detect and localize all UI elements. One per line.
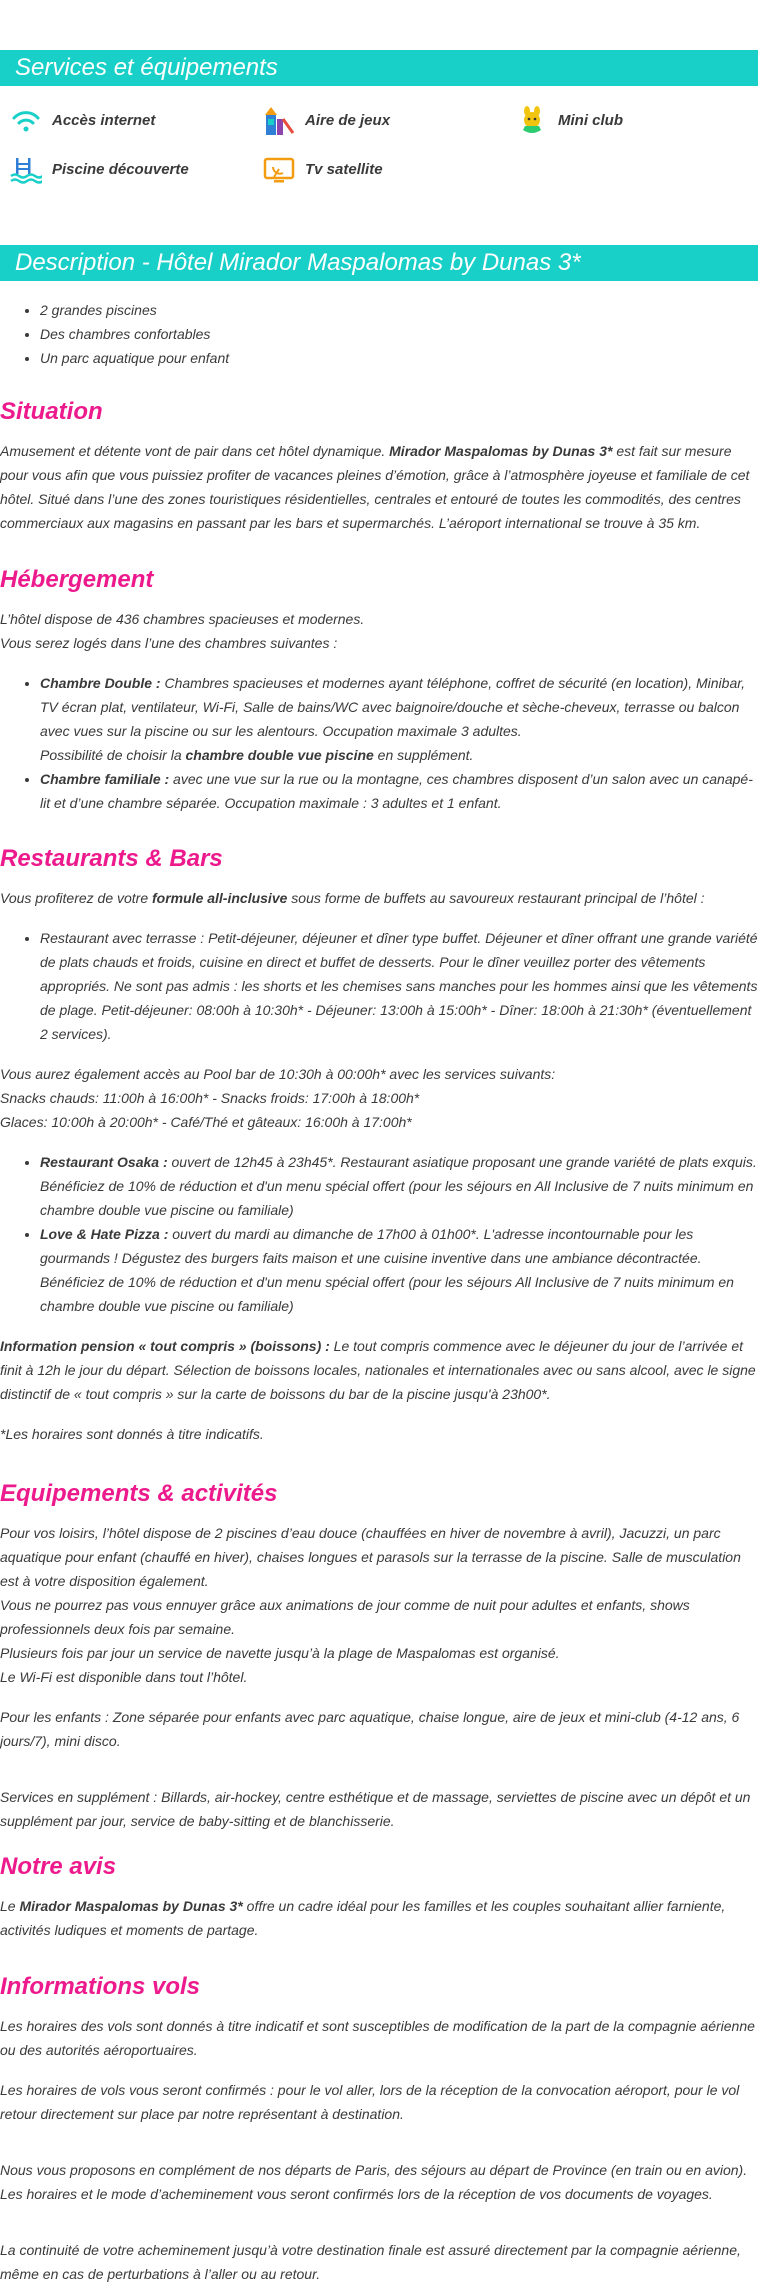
pension-info: Information pension « tout compris » (boissons) : Le tout compris commence avec le déjeuner du jour de l’arrivée et finit à 12h le jour du départ. Sélection de boissons locales, nationales et internationales avec ou sans alcool, avec le signe distinctif de « tout compris » sur la carte de boissons du bar de la piscine jusqu'à 23h00*.	[0, 1338, 756, 1402]
restaurants-section	[0, 845, 758, 1446]
mini-club-icon	[516, 105, 548, 137]
equipements-section	[0, 1480, 758, 1833]
situation-text: Amusement et détente vont de pair dans cet hôtel dynamique. Mirador Maspalomas by Dunas 3* est fait sur mesure pour vous afin que vous puissiez profiter de vacances pleines d’émotion, grâce à l’atmosphère joyeuse et familiale de cet hôtel. Situé dans l’une des zones touristiques résidentielles, centrales et entouré de toutes les commodités, des centres commerciaux aux magasins en passant par les bars et supermarchés. L’aéroport international se trouve à 35 km.	[0, 443, 750, 531]
hours-note: *Les horaires sont donnés à titre indicatifs.	[0, 1426, 264, 1442]
pool-bar-line1: Vous aurez également accès au Pool bar de 10:30h à 00:00h* avec les services suivants:	[0, 1066, 556, 1082]
situation-title: Situation	[0, 398, 103, 425]
services-grid	[0, 96, 758, 194]
vols-section	[0, 1973, 758, 2286]
equipements-line3: Plusieurs fois par jour un service de navette jusqu’à la plage de Maspalomas est organisé.	[0, 1645, 560, 1661]
equipements-line1: Pour vos loisirs, l’hôtel dispose de 2 piscines d’eau douce (chauffées en hiver de novembre à avril), Jacuzzi, un parc aquatique pour enfant (chauffé en hiver), chaises longues et parasols sur la terrasse de la piscine. Salle de musculation est à votre disposition également.	[0, 1525, 741, 1589]
situation-section	[0, 398, 758, 535]
restaurants-intro: Vous profiterez de votre formule all-inclusive sous forme de buffets au savoureux restaurant principal de l’hôtel :	[0, 890, 705, 906]
pool-icon	[10, 154, 42, 186]
avis-title: Notre avis	[0, 1853, 117, 1880]
hebergement-section	[0, 566, 758, 815]
avis-text: Le Mirador Maspalomas by Dunas 3* offre un cadre idéal pour les familles et les couples souhaitant allier farniente, activités ludiques et moments de partage.	[0, 1898, 726, 1938]
service-item-playground	[263, 96, 516, 145]
hebergement-line1: L’hôtel dispose de 436 chambres spacieuses et modernes.	[0, 611, 365, 627]
service-item-pool	[10, 145, 263, 194]
hebergement-line2: Vous serez logés dans l’une des chambres suivantes :	[0, 635, 338, 651]
service-item-internet	[10, 96, 263, 145]
room-double: • Chambre Double : Chambres spacieuses et modernes ayant téléphone, coffret de sécurité (en location), Minibar, TV écran plat, ventilateur, Wi-Fi, Salle de bains/WC avec baignoire/douche et sèche-cheveux, terrasse ou balcon avec vues sur la piscine ou sur les alentours. Occupation maximale 3 adultes. Possibilité de choisir la chambre double vue piscine en supplément.	[40, 671, 758, 767]
service-label: Accès internet	[52, 112, 156, 129]
pool-bar-line2: Snacks chauds: 11:00h à 16:00h* - Snacks froids: 17:00h à 18:00h*	[0, 1090, 420, 1106]
services-title: Services et équipements	[15, 54, 278, 81]
restaurant-pizza: • Love & Hate Pizza : ouvert du mardi au dimanche de 17h00 à 01h00*. L'adresse incontournable pour les gourmands ! Dégustez des burgers faits maison et une cuisine inventive dans une ambiance décontractée. Bénéficiez de 10% de réduction et d'un menu spécial offert (pour les séjours All Inclusive de 7 nuits minimum en chambre double vue piscine ou familiale)	[40, 1222, 758, 1318]
pool-bar-line3: Glaces: 10:00h à 20:00h* - Café/Thé et gâteaux: 16:00h à 17:00h*	[0, 1114, 412, 1130]
vols-p4: La continuité de votre acheminement jusqu’à votre destination finale est assuré directement par la compagnie aérienne, même en cas de perturbations à l’aller ou au retour.	[0, 2242, 741, 2282]
service-label: Aire de jeux	[305, 112, 391, 129]
vols-p3b: Les horaires et le mode d’acheminement vous seront confirmés lors de la réception de vos documents de voyages.	[0, 2186, 713, 2202]
services-title-bar	[0, 50, 758, 86]
description-title: Description - Hôtel Mirador Maspalomas by Dunas 3*	[15, 249, 581, 276]
vols-p1: Les horaires des vols sont donnés à titre indicatif et sont susceptibles de modification de la part de la compagnie aérienne ou des autorités aéroportuaires.	[0, 2018, 755, 2058]
equipements-line4: Le Wi-Fi est disponible dans tout l’hôtel.	[0, 1669, 248, 1685]
service-label: Mini club	[558, 112, 623, 129]
equipements-extra: Services en supplément : Billards, air-hockey, centre esthétique et de massage, serviettes de piscine avec un dépôt et un supplément par jour, service de baby-sitting et de blanchisserie.	[0, 1789, 751, 1829]
restaurants-title: Restaurants & Bars	[0, 845, 223, 872]
service-label: Tv satellite	[305, 161, 383, 178]
restaurant-terrace: • Restaurant avec terrasse : Petit-déjeuner, déjeuner et dîner type buffet. Déjeuner et dîner offrant une grande variété de plats chauds et froids, cuisine en direct et buffet de desserts. Pour le dîner veuillez porter des vêtements appropriés. Ne sont pas admis : les shorts et les chemises sans manches pour les hommes ainsi que les vêtements de plage. Petit-déjeuner: 08:00h à 10:30h* - Déjeuner: 13:00h à 15:00h* - Dîner: 18:00h à 21:30h* (éventuellement 2 services).	[40, 926, 758, 1046]
vols-title: Informations vols	[0, 1973, 201, 2000]
list-item: • Des chambres confortables	[40, 322, 758, 346]
vols-p3a: Nous vous proposons en complément de nos départs de Paris, des séjours au départ de Province (en train ou en avion).	[0, 2162, 748, 2178]
tv-satellite-icon	[263, 154, 295, 186]
wifi-icon	[10, 105, 42, 137]
service-item-tv	[263, 145, 516, 194]
restaurant-osaka: • Restaurant Osaka : ouvert de 12h45 à 23h45*. Restaurant asiatique proposant une grande variété de plats exquis. Bénéficiez de 10% de réduction et d'un menu spécial offert (pour les séjours en All Inclusive de 7 nuits minimum en chambre double vue piscine ou familiale)	[40, 1150, 758, 1222]
service-item-mini-club	[516, 96, 758, 145]
avis-section	[0, 1853, 758, 1942]
description-bullets	[0, 298, 758, 370]
description-title-bar	[0, 245, 758, 281]
equipements-title: Equipements & activités	[0, 1480, 278, 1507]
list-item: • 2 grandes piscines	[40, 298, 758, 322]
equipements-line2: Vous ne pourrez pas vous ennuyer grâce aux animations de jour comme de nuit pour adultes et enfants, shows professionnels deux fois par semaine.	[0, 1597, 690, 1637]
service-label: Piscine découverte	[52, 161, 189, 178]
hebergement-title: Hébergement	[0, 566, 154, 593]
room-family: • Chambre familiale : avec une vue sur la rue ou la montagne, ces chambres disposent d’un salon avec un canapé-lit et d’une chambre séparée. Occupation maximale : 3 adultes et 1 enfant.	[40, 767, 758, 815]
vols-p2: Les horaires de vols vous seront confirmés : pour le vol aller, lors de la réception de la convocation aéroport, pour le vol retour directement sur place par notre représentant à destination.	[0, 2082, 740, 2122]
list-item: • Un parc aquatique pour enfant	[40, 346, 758, 370]
equipements-kids: Pour les enfants : Zone séparée pour enfants avec parc aquatique, chaise longue, aire de jeux et mini-club (4-12 ans, 6 jours/7), mini disco.	[0, 1709, 740, 1749]
playground-icon	[263, 105, 295, 137]
